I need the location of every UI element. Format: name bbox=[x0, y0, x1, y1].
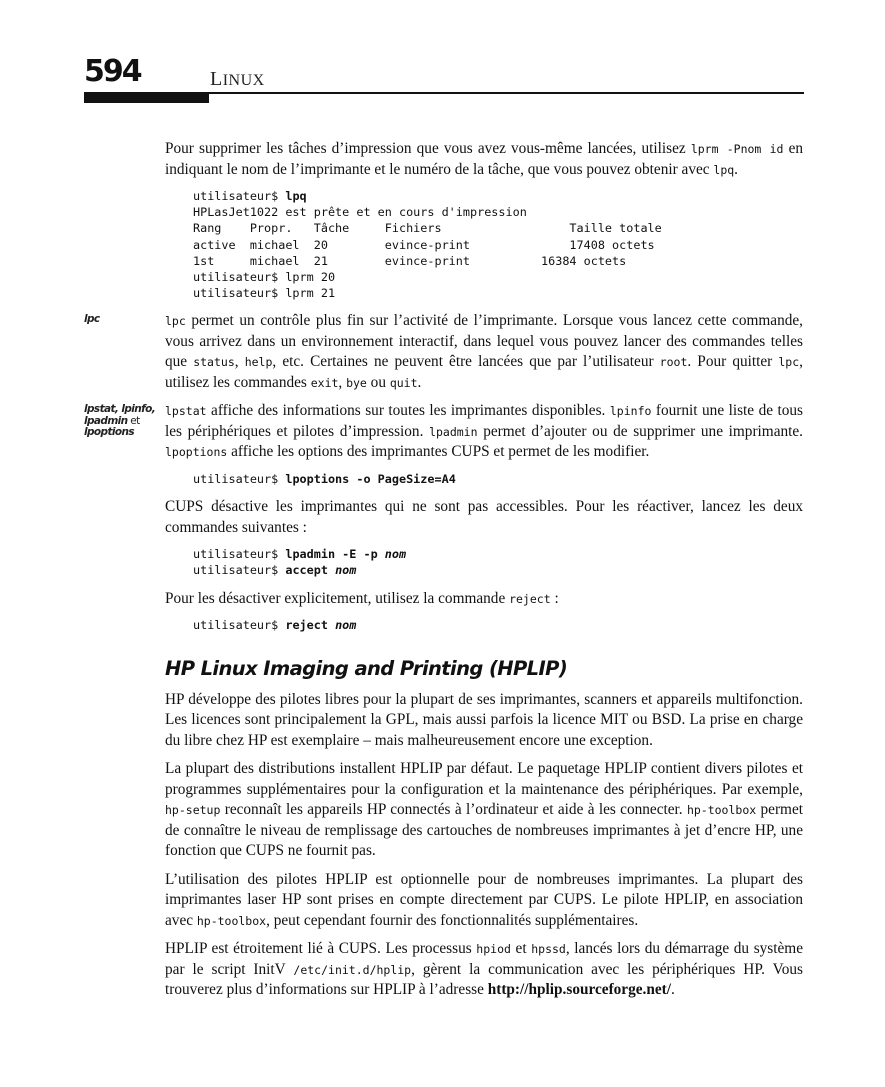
code-prompt: utilisateur$ bbox=[193, 471, 286, 486]
code-argument: nom bbox=[335, 563, 357, 578]
margin-term: lpstat, lpinfo, bbox=[84, 403, 156, 416]
inline-code: reject bbox=[509, 591, 551, 606]
inline-code: hp-toolbox bbox=[196, 913, 267, 928]
text: et bbox=[510, 940, 532, 958]
page-number: 594 bbox=[84, 54, 141, 89]
code-block-lpq bbox=[193, 188, 803, 301]
inline-code: lpstat bbox=[165, 404, 207, 419]
text: en indiquant le nom de l’imprimante et le numéro de la tâche, que vous pouvez obtenir avec bbox=[165, 140, 804, 178]
inline-code: hpiod bbox=[476, 942, 511, 957]
text: affiche les options des imprimantes CUPS et permet de les modifier. bbox=[227, 443, 650, 461]
text: . bbox=[671, 981, 675, 999]
paragraph-hplip-intro: HP développe des pilotes libres pour la plupart de ses imprimantes, scanners et appareils multifonction. Les licences sont principalement la GPL, mais aussi parfois la licence MIT ou BSD. La prise en charge du libre chez HP est exemplaire – mais malheureusement encore une exception. bbox=[165, 690, 803, 749]
inline-code: lpadmin bbox=[429, 424, 478, 439]
paragraph-hplip-cups bbox=[165, 939, 803, 1001]
text: ou bbox=[366, 373, 390, 391]
inline-code: hp-toolbox bbox=[686, 803, 757, 818]
code-line: Rang Propr. Tâche Fichiers Taille totale bbox=[193, 221, 662, 236]
paragraph-reject bbox=[165, 589, 803, 610]
running-title bbox=[210, 68, 265, 91]
code-prompt: utilisateur$ bbox=[193, 547, 286, 562]
paragraph-cups: CUPS désactive les imprimantes qui ne sont pas accessibles. Pour les réactiver, lancez les deux commandes suivantes : bbox=[165, 498, 803, 536]
text: , etc. Certaines ne peuvent être lancées que par l’utilisateur bbox=[272, 353, 660, 371]
header-rule-accent bbox=[84, 94, 209, 103]
text: , bbox=[338, 373, 347, 391]
text: permet d’ajouter ou de supprimer une imprimante. bbox=[477, 422, 803, 440]
margin-conjunction: et bbox=[127, 414, 140, 427]
hplip-url: http://hplip.sourceforge.net/ bbox=[487, 981, 671, 999]
code-line: utilisateur$ lprm 21 bbox=[193, 286, 336, 301]
code-line: active michael 20 evince-print 17408 octets bbox=[193, 237, 655, 252]
text: permet de connaître le niveau de remplissage des cartouches de nombreuses imprimantes à jet d’encre HP, une fonction que CUPS ne fournit pas. bbox=[165, 801, 803, 860]
text: L’utilisation des pilotes HPLIP est optionnelle pour de nombreuses imprimantes. La plupart des imprimantes laser HP sont prises en compte directement par CUPS. Le pilote HPLIP, en association avec bbox=[165, 870, 803, 929]
section-heading: HP Linux Imaging and Printing (HPLIP) bbox=[165, 657, 568, 681]
margin-term: lpoptions bbox=[84, 426, 135, 439]
inline-code: status bbox=[193, 355, 235, 370]
paragraph-lpc bbox=[165, 311, 803, 393]
text: , utilisez les commandes bbox=[165, 353, 803, 391]
section-lpstat bbox=[84, 401, 803, 463]
code-prompt: utilisateur$ bbox=[193, 563, 286, 578]
code-argument: nom bbox=[335, 618, 357, 633]
inline-code: hp-setup bbox=[165, 803, 221, 818]
text: . Pour quitter bbox=[687, 353, 779, 371]
text: permet un contrôle plus fin sur l’activité de l’imprimante. Lorsque vous lancez cette commande, vous arrivez dans un environnement interactif, dans lequel vous pouvez lancer des commandes telles que bbox=[165, 312, 803, 371]
text: . bbox=[734, 160, 738, 178]
code-command: lpoptions -o PageSize=A4 bbox=[285, 471, 456, 486]
inline-code: hpssd bbox=[531, 942, 566, 957]
inline-code: help bbox=[244, 355, 273, 370]
code-block-reject bbox=[193, 617, 803, 633]
text: affiche des informations sur toutes les imprimantes disponibles. bbox=[206, 402, 610, 420]
inline-code: lpq bbox=[713, 162, 735, 177]
code-line: utilisateur$ lprm 20 bbox=[193, 270, 336, 285]
code-block-reactivate bbox=[193, 546, 803, 578]
section-lpc bbox=[84, 311, 803, 393]
code-command: lpadmin -E -p bbox=[285, 547, 385, 562]
code-argument: nom bbox=[384, 547, 407, 562]
margin-term: lpadmin bbox=[84, 414, 128, 427]
inline-code: lpc bbox=[165, 314, 186, 329]
running-title-rest: INUX bbox=[222, 72, 265, 89]
text: , lancés lors du démarrage du système par le script InitV bbox=[165, 940, 803, 978]
margin-note-lpstat bbox=[84, 404, 160, 439]
text: La plupart des distributions installent HPLIP par défaut. Le paquetage HPLIP contient divers pilotes et programmes supplémentaires pour la configuration et la maintenance des périphériques. Par exemple, bbox=[165, 760, 803, 798]
text: HPLIP est étroitement lié à CUPS. Les processus bbox=[165, 940, 477, 958]
inline-code: bye bbox=[346, 375, 367, 390]
code-prompt: utilisateur$ bbox=[193, 189, 286, 203]
text: Pour les désactiver explicitement, utilisez la commande bbox=[165, 589, 510, 607]
inline-code: root bbox=[659, 355, 688, 370]
running-title-initial: L bbox=[210, 68, 223, 90]
code-command: lpq bbox=[285, 189, 307, 203]
inline-code: /etc/init.d/hplip bbox=[293, 962, 412, 977]
code-block-lpoptions bbox=[193, 471, 803, 487]
page-body bbox=[84, 139, 804, 1009]
code-line: HPLasJet1022 est prête et en cours d'impression bbox=[193, 205, 527, 220]
margin-note-lpc: lpc bbox=[84, 313, 100, 326]
paragraph-hplip-optional bbox=[165, 870, 803, 932]
inline-code: exit bbox=[310, 375, 339, 390]
code-line: 1st michael 21 evince-print 16384 octets bbox=[193, 253, 627, 268]
inline-code: lprm -Pnom id bbox=[690, 142, 784, 156]
text: reconnaît les appareils HP connectés à l’ordinateur et aide à les connecter. bbox=[220, 801, 687, 819]
code-prompt: utilisateur$ bbox=[193, 618, 286, 633]
inline-code: lpoptions bbox=[165, 445, 228, 460]
text: Pour supprimer les tâches d’impression que vous avez vous-même lancées, utilisez bbox=[165, 140, 691, 157]
inline-code: lpinfo bbox=[609, 404, 652, 419]
paragraph-hplip-packaging bbox=[165, 759, 803, 862]
text: : bbox=[550, 589, 559, 607]
inline-code: quit bbox=[389, 375, 418, 390]
paragraph-lpstat bbox=[165, 401, 803, 463]
text: , bbox=[234, 353, 245, 371]
text: , peut cependant fournir des fonctionnalités supplémentaires. bbox=[266, 911, 639, 929]
inline-code: lpc bbox=[778, 355, 800, 370]
text: . bbox=[417, 373, 422, 391]
code-command: accept bbox=[285, 563, 336, 578]
text: , gèrent la communication avec les périphériques HP. Vous trouverez plus d’informations sur HPLIP à l’adresse bbox=[165, 960, 803, 999]
text: fournit une liste de tous les périphériques et pilotes d’impression. bbox=[165, 402, 803, 440]
code-command: reject bbox=[285, 618, 336, 633]
paragraph-lprm bbox=[165, 139, 803, 180]
